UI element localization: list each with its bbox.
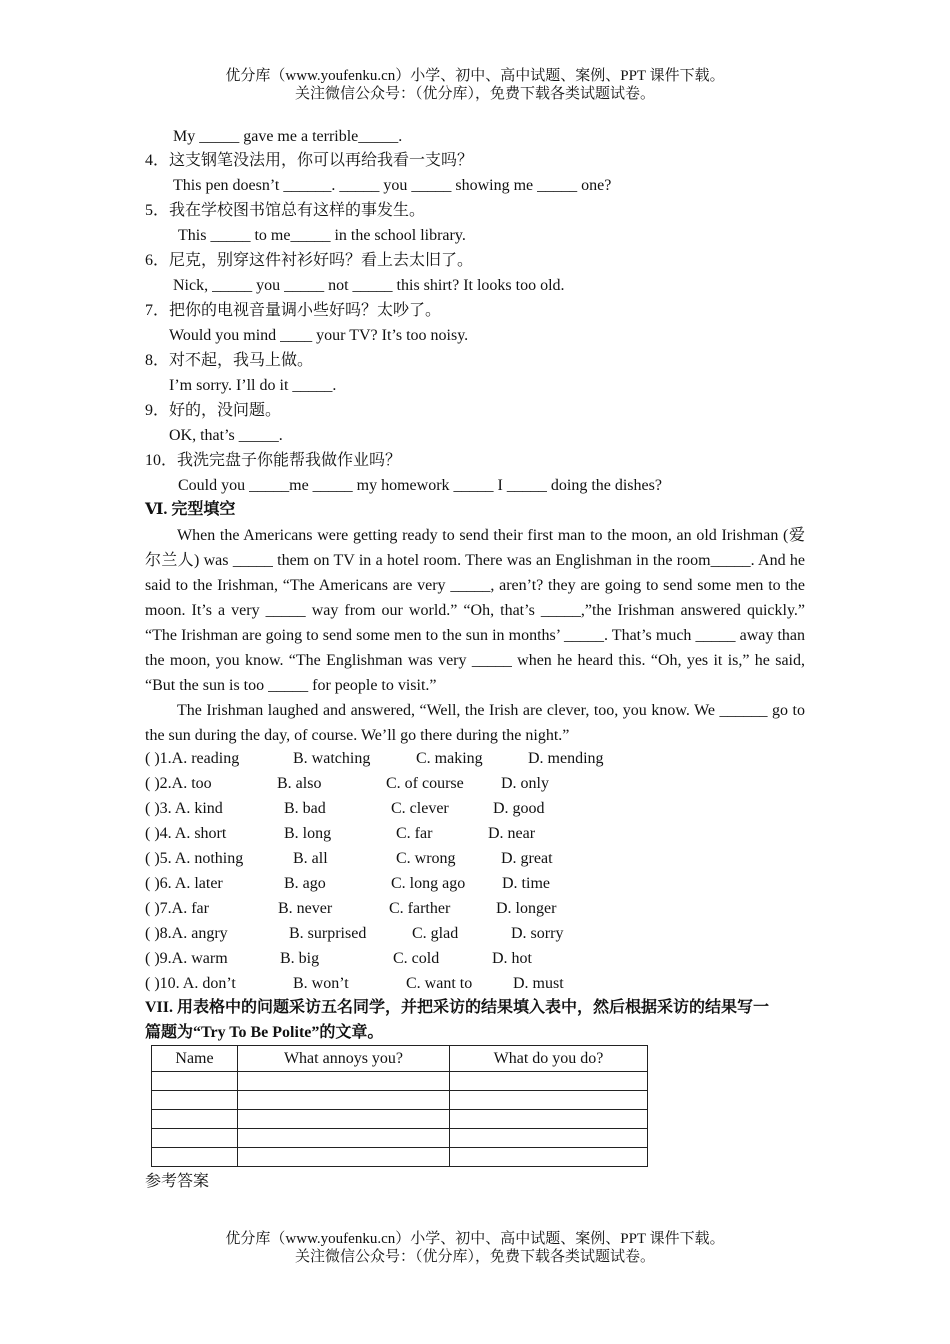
option-b: B. ago bbox=[284, 875, 326, 892]
table-cell[interactable] bbox=[238, 1129, 450, 1148]
option-a: ( )8.A. angry bbox=[145, 925, 228, 942]
option-a: ( )5. A. nothing bbox=[145, 850, 244, 867]
option-c: C. want to bbox=[406, 975, 473, 992]
option-c: C. making bbox=[416, 750, 483, 767]
section-7-title-line-2: 篇题为“Try To Be Polite”的文章。 bbox=[145, 1024, 384, 1041]
option-c: C. farther bbox=[389, 900, 451, 917]
option-c: C. long ago bbox=[391, 875, 466, 892]
item-8-chinese: 8．对不起，我马上做。 bbox=[145, 352, 314, 369]
header-line-1: 优分库（www.youfenku.cn）小学、初中、高中试题、案例、PPT 课件下载。 bbox=[225, 68, 725, 84]
option-d: D. time bbox=[502, 875, 550, 892]
table-cell[interactable] bbox=[152, 1148, 238, 1167]
option-d: D. longer bbox=[496, 900, 557, 917]
table-row bbox=[152, 1091, 648, 1110]
option-b: B. all bbox=[293, 850, 328, 867]
option-b: B. bad bbox=[284, 800, 326, 817]
section-6-title: Ⅵ. 完型填空 bbox=[145, 501, 236, 518]
table-cell[interactable] bbox=[238, 1148, 450, 1167]
item-6-chinese: 6．尼克，别穿这件衬衫好吗？看上去太旧了。 bbox=[145, 252, 474, 269]
cloze-passage bbox=[145, 523, 805, 748]
table-cell[interactable] bbox=[238, 1091, 450, 1110]
footer-line-2: 关注微信公众号：（优分库），免费下载各类试题试卷。 bbox=[294, 1249, 655, 1265]
item-3-english: My _____ gave me a terrible_____. bbox=[173, 128, 403, 145]
item-8-english: I’m sorry. I’ll do it _____. bbox=[169, 377, 337, 394]
table-cell[interactable] bbox=[450, 1129, 648, 1148]
table-cell[interactable] bbox=[152, 1072, 238, 1091]
option-d: D. hot bbox=[492, 950, 532, 967]
option-b: B. big bbox=[280, 950, 320, 967]
option-a: ( )2.A. too bbox=[145, 775, 212, 792]
option-c: C. glad bbox=[412, 925, 459, 942]
table-row bbox=[152, 1129, 648, 1148]
option-d: D. near bbox=[488, 825, 536, 842]
page-header bbox=[0, 67, 950, 103]
option-b: B. surprised bbox=[289, 925, 367, 942]
item-5-chinese: 5．我在学校图书馆总有这样的事发生。 bbox=[145, 202, 426, 219]
table-row bbox=[152, 1072, 648, 1091]
answer-key-label: 参考答案 bbox=[145, 1173, 210, 1190]
column-header-name: Name bbox=[152, 1046, 238, 1072]
survey-table bbox=[151, 1045, 648, 1167]
option-c: C. of course bbox=[386, 775, 464, 792]
option-b: B. never bbox=[278, 900, 333, 917]
header-line-2: 关注微信公众号：（优分库），免费下载各类试题试卷。 bbox=[294, 86, 655, 102]
page-footer bbox=[0, 1230, 950, 1266]
option-a: ( )10. A. don’t bbox=[145, 975, 236, 992]
item-4-english: This pen doesn’t ______. _____ you _____ showing me _____ one? bbox=[173, 177, 612, 194]
item-9-english: OK, that’s _____. bbox=[169, 427, 283, 444]
table-cell[interactable] bbox=[450, 1148, 648, 1167]
option-b: B. also bbox=[277, 775, 322, 792]
item-5-english: This _____ to me_____ in the school library. bbox=[178, 227, 466, 244]
table-cell[interactable] bbox=[238, 1110, 450, 1129]
table-cell[interactable] bbox=[152, 1091, 238, 1110]
cloze-paragraph-2: The Irishman laughed and answered, “Well, the Irish are clever, too, you know. We ______ go to the sun during the day, of course. We’ll go there during the night.” bbox=[145, 702, 805, 744]
item-6-english: Nick, _____ you _____ not _____ this shirt? It looks too old. bbox=[173, 277, 565, 294]
option-d: D. good bbox=[493, 800, 545, 817]
table-cell[interactable] bbox=[152, 1129, 238, 1148]
option-a: ( )7.A. far bbox=[145, 900, 209, 917]
option-d: D. sorry bbox=[511, 925, 564, 942]
option-a: ( )9.A. warm bbox=[145, 950, 228, 967]
item-10-english: Could you _____me _____ my homework _____ I _____ doing the dishes? bbox=[178, 477, 662, 494]
option-c: C. far bbox=[396, 825, 433, 842]
option-c: C. clever bbox=[391, 800, 449, 817]
item-9-chinese: 9．好的，没问题。 bbox=[145, 402, 282, 419]
table-cell[interactable] bbox=[450, 1091, 648, 1110]
table-cell[interactable] bbox=[152, 1110, 238, 1129]
table-row bbox=[152, 1148, 648, 1167]
option-d: D. great bbox=[501, 850, 553, 867]
table-cell[interactable] bbox=[450, 1072, 648, 1091]
item-7-chinese: 7．把你的电视音量调小些好吗？太吵了。 bbox=[145, 302, 442, 319]
footer-line-1: 优分库（www.youfenku.cn）小学、初中、高中试题、案例、PPT 课件下载。 bbox=[225, 1231, 725, 1247]
cloze-paragraph-1: When the Americans were getting ready to send their first man to the moon, an old Irishman (爱尔兰人) was _____ them on TV in a hotel room. There was an Englishman in the room_____. And he said to the Irishman, “The Americans are very _____, aren’t? they are going to send some men to the moon. It’s a very _____ way from our world.” “Oh, that’s _____,”the Irishman answered quickly.” “The Irishman are going to send some men to the sun in months’ _____. That’s much _____ away than the moon, you know. “The Englishman was very _____ when he heard this. “Oh, yes it is,” he said, “But the sun is too _____ for people to visit.” bbox=[145, 527, 805, 694]
option-b: B. watching bbox=[293, 750, 371, 767]
table-cell[interactable] bbox=[450, 1110, 648, 1129]
option-a: ( )6. A. later bbox=[145, 875, 223, 892]
item-7-english: Would you mind ____ your TV? It’s too noisy. bbox=[169, 327, 469, 344]
option-c: C. cold bbox=[393, 950, 440, 967]
option-a: ( )4. A. short bbox=[145, 825, 227, 842]
column-header-annoys: What annoys you? bbox=[238, 1046, 450, 1072]
section-7-title-line-1: VII. 用表格中的问题采访五名同学，并把采访的结果填入表中，然后根据采访的结果写一 bbox=[145, 999, 770, 1016]
option-b: B. long bbox=[284, 825, 332, 842]
option-a: ( )1.A. reading bbox=[145, 750, 240, 767]
item-10-chinese: 10．我洗完盘子你能帮我做作业吗？ bbox=[145, 452, 402, 469]
item-4-chinese: 4．这支钢笔没法用，你可以再给我看一支吗？ bbox=[145, 152, 474, 169]
column-header-do: What do you do? bbox=[450, 1046, 648, 1072]
option-a: ( )3. A. kind bbox=[145, 800, 223, 817]
table-cell[interactable] bbox=[238, 1072, 450, 1091]
option-c: C. wrong bbox=[396, 850, 456, 867]
option-d: D. must bbox=[513, 975, 564, 992]
table-row bbox=[152, 1110, 648, 1129]
option-b: B. won’t bbox=[293, 975, 349, 992]
table-header-row bbox=[152, 1046, 648, 1072]
option-d: D. only bbox=[501, 775, 549, 792]
option-d: D. mending bbox=[528, 750, 604, 767]
